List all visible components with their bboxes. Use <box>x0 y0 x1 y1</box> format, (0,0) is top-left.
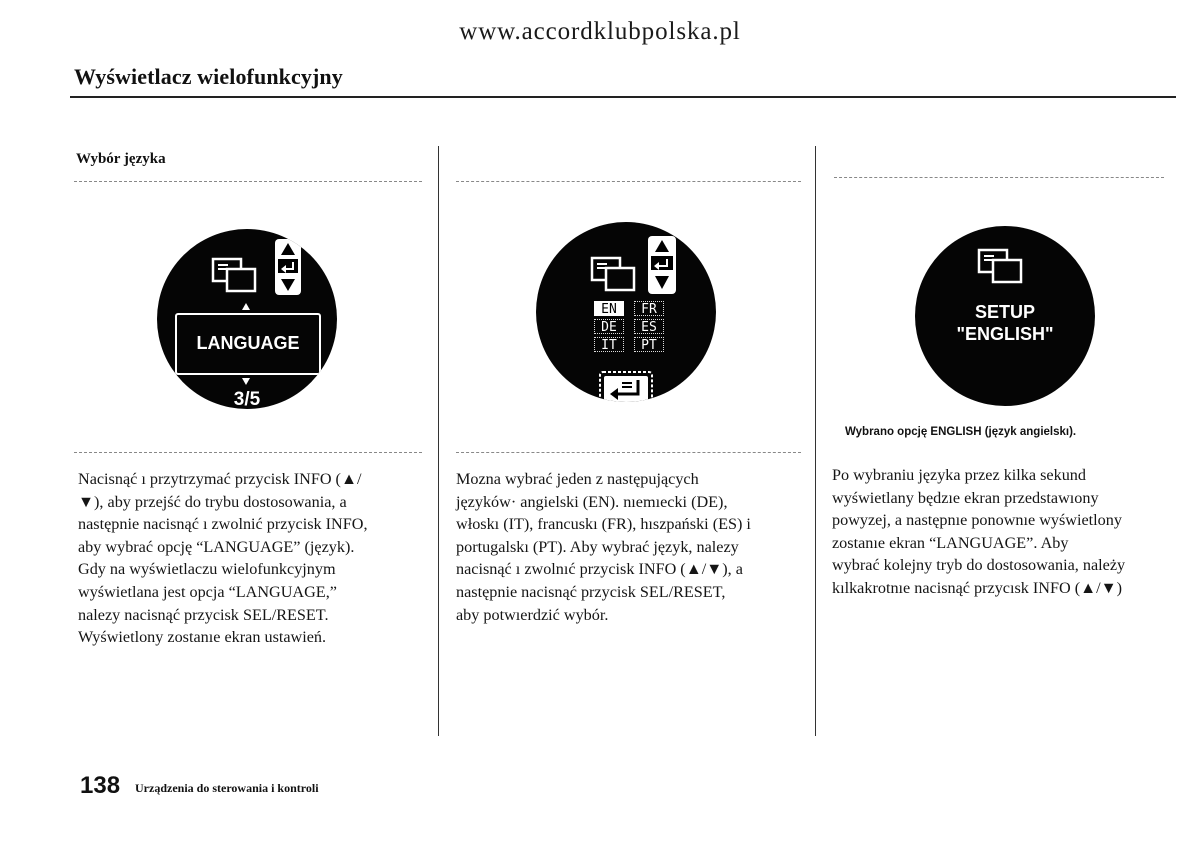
text-line: następnie nacisnąć przycisk SEL/RESET, <box>456 582 726 601</box>
language-option-de: DE <box>594 319 624 334</box>
text-line: ▼), aby przejść do trybu dostosowania, a <box>78 492 347 511</box>
language-option-en: EN <box>594 301 624 316</box>
text-line: powyzej, a następnıe ponownıe wyświetlony <box>832 511 1122 530</box>
text-line: Nacisnąć ı przytrzymać przycisk INFO (▲/ <box>78 470 362 488</box>
language-option-fr: FR <box>634 301 664 316</box>
col2-paragraph <box>456 468 801 626</box>
text-line: wybrać kolejny tryb do dostosowania, należy <box>832 556 1126 575</box>
site-url: www.accordklubpolska.pl <box>459 18 741 45</box>
language-option-es: ES <box>634 319 664 334</box>
text-line: zostanıe ekran “LANGUAGE”. Aby <box>832 533 1069 552</box>
return-icon <box>536 222 716 402</box>
text-line: Mozna wybrać jeden z następujących <box>456 470 699 488</box>
text-line: wyświetlany będzıe ekran przedstawıony <box>832 488 1099 507</box>
text-line: kılkakrotnıe nacisnąć przycısk INFO (▲/▼) <box>832 578 1123 597</box>
col3-paragraph <box>832 464 1182 600</box>
display-language-options <box>536 222 716 402</box>
language-option-it: IT <box>594 337 624 352</box>
text-line: nalezy nacisnąć przycisk SEL/RESET. <box>78 605 329 624</box>
text-line: nacisnąć ı zwolnıć przycisk INFO (▲/▼), a <box>456 560 743 579</box>
text-line: włoskı (IT), francuskı (FR), hıszpański (ES) i <box>456 515 751 534</box>
display-language-label: LANGUAGE <box>196 333 300 353</box>
display-counter: 3/5 <box>233 389 261 409</box>
text-line: następnie nacisnąć ı zwolnić przycisk INFO, <box>78 515 368 534</box>
text-line: Wyświetlony zostanıe ekran ustawień. <box>78 628 327 647</box>
text-line: wyświetlana jest opcja “LANGUAGE,” <box>78 582 337 601</box>
text-line: aby potwıerdzić wybór. <box>456 605 609 624</box>
subheading-language-choice: Wybór języka <box>76 151 166 167</box>
title-rule <box>70 96 1176 98</box>
dashed-divider <box>456 181 801 182</box>
text-line: Gdy na wyświetlaczu wielofunkcyjnym <box>78 560 336 579</box>
down-arrow-icon <box>157 229 337 409</box>
display-setup-english <box>915 226 1095 406</box>
page-number: 138 <box>80 772 121 799</box>
section-title: Wyświetlacz wielofunkcyjny <box>74 64 343 89</box>
dashed-divider <box>834 177 1164 178</box>
column-divider-left <box>438 146 439 736</box>
chapter-label: Urządzenia do sterowania i kontroli <box>135 781 319 795</box>
display-language-screen <box>157 229 337 409</box>
image-caption: Wybrano opcję ENGLISH (język angielskı). <box>845 426 1077 438</box>
display-setup-label: SETUP <box>974 302 1035 322</box>
text-line: Po wybraniu języka przez kilka sekund <box>832 466 1086 484</box>
col1-paragraph <box>78 468 423 649</box>
dashed-divider <box>456 452 801 453</box>
text-line: aby wybrać opcję “LANGUAGE” (język). <box>78 537 355 556</box>
column-divider-right <box>815 146 816 736</box>
display-english-label: "ENGLISH" <box>956 324 1054 344</box>
dashed-divider <box>74 452 422 453</box>
language-option-pt: PT <box>634 337 664 352</box>
dashed-divider <box>74 181 422 182</box>
text-line: portugalskı (PT). Aby wybrać język, nalezy <box>456 537 739 556</box>
text-line: języków· angielski (EN). nıemıecki (DE), <box>456 492 728 511</box>
